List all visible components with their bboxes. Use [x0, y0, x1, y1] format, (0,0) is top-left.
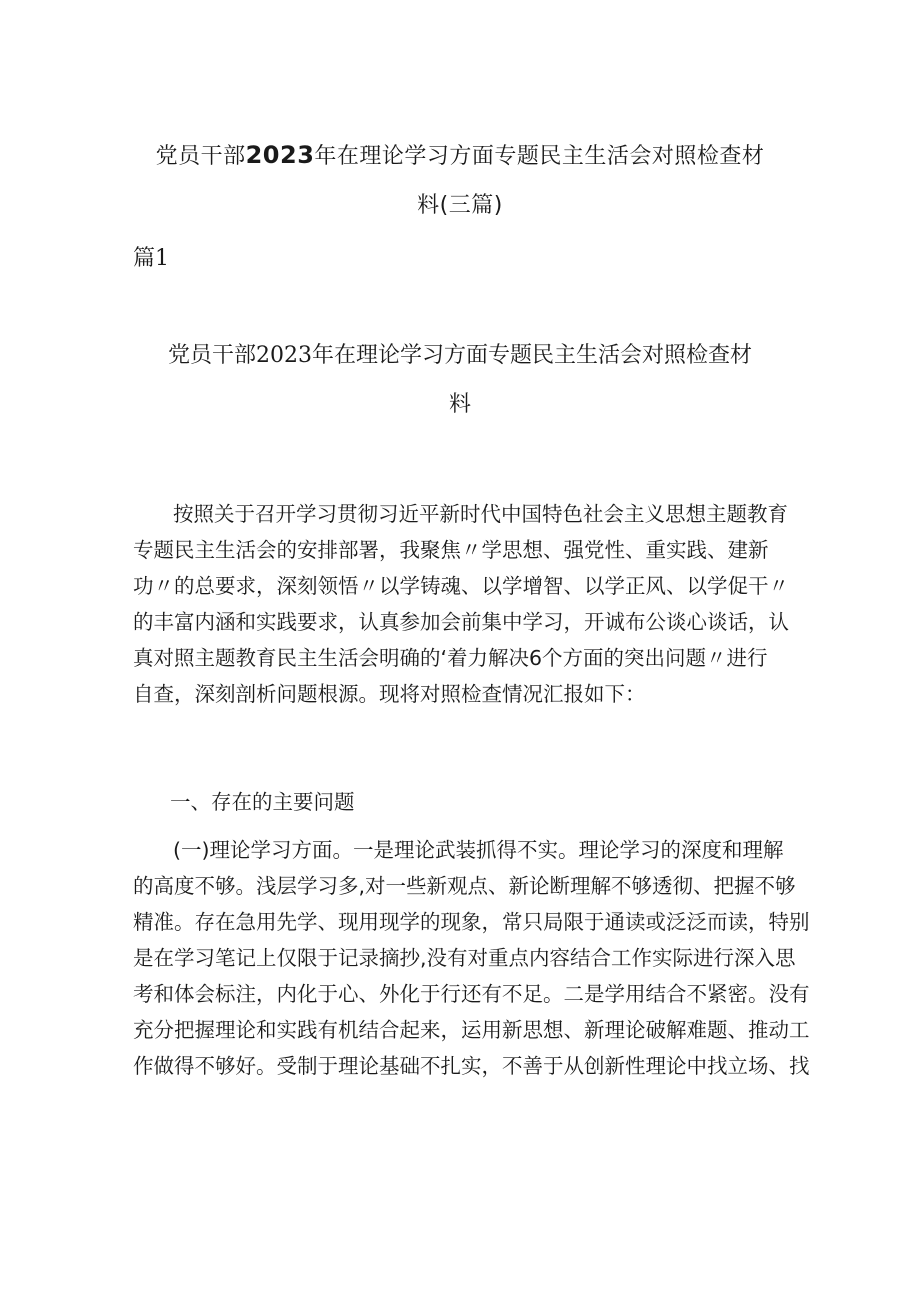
paragraph-line: 是在学习笔记上仅限于记录摘抄,没有对重点内容结合工作实际进行深入思: [133, 946, 796, 970]
section-title-line-1: [120, 341, 800, 371]
title-year: 2023: [245, 141, 315, 169]
document-title-line-2: [120, 191, 800, 221]
subtitle-text-part: 料: [448, 392, 471, 417]
paragraph-line: 自查，深刻剖析问题根源。现将对照检查情况汇报如下：: [133, 682, 646, 706]
paragraph-line: 充分把握理论和实践有机结合起来，运用新思想、新理论破解难题、推动工: [133, 1018, 810, 1042]
section-number: 1: [155, 246, 170, 271]
title-text-part: 年在理论学习方面专题民主生活会对照检查材: [314, 144, 765, 169]
section-label-text: 篇: [133, 246, 156, 271]
section-title-line-2: [120, 390, 800, 420]
paragraph-line: 的高度不够。浅层学习多,对一些新观点、新论断理解不够透彻、把握不够: [133, 874, 796, 898]
paragraph-line: 作做得不够好。受制于理论基础不扎实，不善于从创新性理论中找立场、找: [133, 1054, 810, 1078]
intro-paragraph: [133, 496, 793, 712]
section-heading: 一、存在的主要问题: [170, 790, 355, 814]
body-paragraph: [133, 832, 810, 1084]
paragraph-line: 的丰富内涵和实践要求，认真参加会前集中学习，开诚布公谈心谈话，认: [133, 610, 789, 634]
paragraph-line: (一)理论学习方面。一是理论武装抓得不实。理论学习的深度和理解: [173, 838, 784, 862]
paragraph-line: 真对照主题教育民主生活会明确的‘着力解决6个方面的突出问题〃进行: [133, 646, 768, 670]
paragraph-line: 按照关于召开学习贯彻习近平新时代中国特色社会主义思想主题教育: [173, 502, 788, 526]
paragraph-line: 功〃的总要求，深刻领悟〃以学铸魂、以学增智、以学正风、以学促干〃: [133, 574, 789, 598]
subtitle-year: 2023: [256, 343, 312, 368]
paragraph-line: 精准。存在急用先学、现用现学的现象，常只局限于通读或泛泛而读，特别: [133, 910, 810, 934]
title-text-part: 党员干部: [155, 144, 246, 169]
paragraph-line: 专题民主生活会的安排部署，我聚焦〃学思想、强党性、重实践、建新: [133, 538, 769, 562]
section-label: [133, 244, 169, 274]
title-text-part: 料(三篇): [417, 193, 503, 218]
subtitle-text-part: 年在理论学习方面专题民主生活会对照检查材: [312, 343, 753, 368]
paragraph-line: 考和体会标注，内化于心、外化于行还有不足。二是学用结合不紧密。没有: [133, 982, 810, 1006]
document-title-line-1: [120, 140, 800, 172]
subtitle-text-part: 党员干部: [167, 343, 256, 368]
